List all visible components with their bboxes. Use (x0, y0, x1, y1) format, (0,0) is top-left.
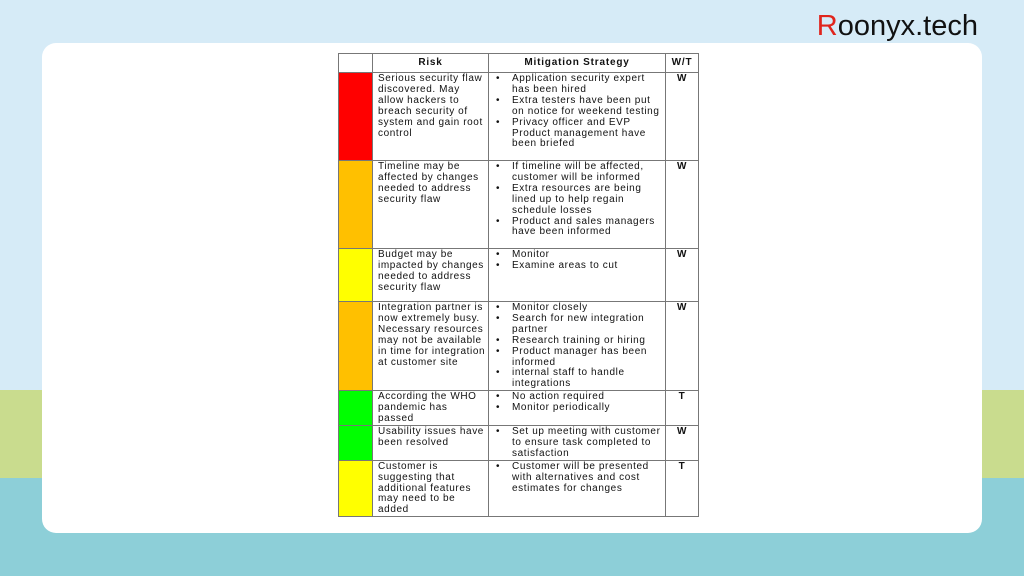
mitigation-item: • Examine areas to cut (493, 261, 663, 272)
status-color-cell (339, 460, 373, 517)
wt-cell: W (666, 425, 699, 460)
risk-cell: Usability issues have been resolved (373, 425, 489, 460)
status-color-cell (339, 391, 373, 426)
mitigation-item: • Monitor (493, 250, 663, 261)
mitigation-cell (489, 391, 666, 426)
mitigation-cell (489, 425, 666, 460)
mitigation-cell (489, 460, 666, 517)
risk-cell: Integration partner is now extremely busy. Necessary resources may not be available in time for integration at customer site (373, 302, 489, 391)
mitigation-item: • Extra resources are being lined up to help regain schedule losses (493, 184, 663, 217)
risk-cell: Timeline may be affected by changes needed to address security flaw (373, 161, 489, 249)
mitigation-list (493, 462, 663, 495)
brand-logo (817, 10, 978, 43)
table-body (339, 73, 699, 517)
table-row (339, 249, 699, 302)
risk-cell: Customer is suggesting that additional features may need to be added (373, 460, 489, 517)
risk-cell: Serious security flaw discovered. May allow hackers to breach security of system and gain root control (373, 73, 489, 161)
brand-initial: R (816, 10, 838, 42)
mitigation-item: • Privacy officer and EVP Product management have been briefed (493, 118, 663, 151)
mitigation-cell (489, 161, 666, 249)
mitigation-item: • internal staff to handle integrations (493, 368, 663, 390)
mitigation-item: • Product manager has been informed (493, 347, 663, 369)
table-header-row (339, 54, 699, 73)
mitigation-item: • No action required (493, 392, 663, 403)
table-row (339, 425, 699, 460)
wt-cell: T (666, 391, 699, 426)
mitigation-item: • Monitor closely (493, 303, 663, 314)
status-color-cell (339, 302, 373, 391)
table-row (339, 391, 699, 426)
status-color-cell (339, 249, 373, 302)
risk-table-container (338, 53, 699, 517)
header-risk: Risk (373, 54, 489, 73)
risk-cell: According the WHO pandemic has passed (373, 391, 489, 426)
mitigation-item: • Search for new integration partner (493, 314, 663, 336)
header-mitigation: Mitigation Strategy (489, 54, 666, 73)
mitigation-list (493, 250, 663, 272)
mitigation-cell (489, 302, 666, 391)
mitigation-list (493, 427, 663, 460)
wt-cell: W (666, 161, 699, 249)
table-row (339, 302, 699, 391)
risk-table (338, 53, 699, 517)
mitigation-item: • Product and sales managers have been informed (493, 217, 663, 239)
risk-cell: Budget may be impacted by changes needed to address security flaw (373, 249, 489, 302)
mitigation-item: • Application security expert has been hired (493, 74, 663, 96)
status-color-cell (339, 73, 373, 161)
status-color-cell (339, 161, 373, 249)
mitigation-item: • Customer will be presented with alternatives and cost estimates for changes (493, 462, 663, 495)
mitigation-item: • Monitor periodically (493, 403, 663, 414)
mitigation-list (493, 392, 663, 414)
table-row (339, 73, 699, 161)
table-row (339, 460, 699, 517)
mitigation-cell (489, 73, 666, 161)
mitigation-list (493, 303, 663, 390)
mitigation-item: • Set up meeting with customer to ensure task completed to satisfaction (493, 427, 663, 460)
wt-cell: W (666, 302, 699, 391)
header-wt: W/T (666, 54, 699, 73)
header-color (339, 54, 373, 73)
mitigation-cell (489, 249, 666, 302)
wt-cell: W (666, 249, 699, 302)
slide-card (42, 43, 982, 533)
mitigation-list (493, 74, 663, 150)
brand-rest: oonyx.tech (837, 10, 978, 42)
mitigation-list (493, 162, 663, 238)
mitigation-item: • Extra testers have been put on notice for weekend testing (493, 96, 663, 118)
status-color-cell (339, 425, 373, 460)
table-row (339, 161, 699, 249)
mitigation-item: • If timeline will be affected, customer will be informed (493, 162, 663, 184)
wt-cell: T (666, 460, 699, 517)
wt-cell: W (666, 73, 699, 161)
mitigation-item: • Research training or hiring (493, 336, 663, 347)
